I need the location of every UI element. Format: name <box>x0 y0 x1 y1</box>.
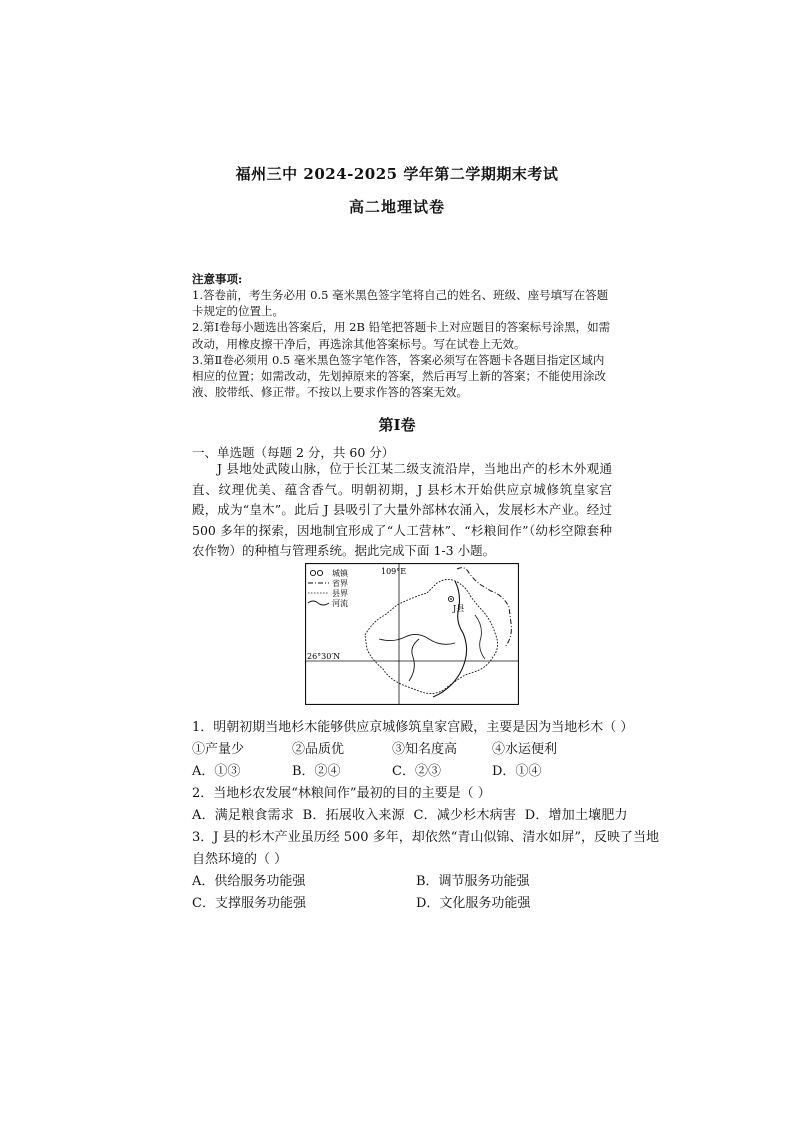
option-d: D．增加土壤肥力 <box>524 808 628 823</box>
notice-heading: 注意事项: <box>192 272 243 286</box>
question-2-stem: 2．当地杉农发展“林粮间作”最初的目的主要是（ ） <box>192 786 491 801</box>
option-a: A．供给服务功能强 <box>192 874 306 889</box>
question-3-options-row1 <box>192 870 632 889</box>
latitude-label: 26°30′N <box>307 652 341 661</box>
question-1-stem: 1．明朝初期当地杉木能够供应京城修筑皇家宫殿，主要是因为当地杉木（ ） <box>192 720 634 735</box>
legend-river: 河流 <box>332 599 348 608</box>
question-3-options-row2 <box>192 892 632 911</box>
question-2-options <box>192 804 632 823</box>
longitude-label: 109°E <box>381 567 407 576</box>
question-3-stem-line1: 3．J 县的杉木产业虽历经 500 多年，却依然“青山似锦、清水如屏”，反映了当地 <box>192 830 659 845</box>
option-c: C．支撑服务功能强 <box>192 896 306 911</box>
option-d: D．文化服务功能强 <box>416 896 531 911</box>
option-d: D．①④ <box>492 764 542 779</box>
notice-list <box>192 287 612 400</box>
question-1-statements <box>192 738 632 757</box>
statement: ②品质优 <box>292 742 345 757</box>
option-c: C．减少杉木病害 <box>413 808 517 823</box>
notice-item: 2.第Ⅰ卷每小题选出答案后，用 2B 铅笔把答题卡上对应题目的答案标号涂黑，如需改动，用橡皮擦干净后，再选涂其他答案标号。写在试卷上无效。 <box>192 320 611 351</box>
county-map <box>305 563 519 705</box>
exam-subtitle: 高二地理试卷 <box>348 198 445 216</box>
statement: ③知名度高 <box>392 742 458 757</box>
question-1-options <box>192 760 632 779</box>
section-title: 第Ⅰ卷 <box>378 416 416 434</box>
legend-province-border: 省界 <box>332 579 348 588</box>
option-a: A．①③ <box>192 764 241 779</box>
statement: ④水运便利 <box>492 742 558 757</box>
county-label: J县 <box>453 604 465 613</box>
notice-item: 3.第Ⅱ卷必须用 0.5 毫米黑色签字笔作答，答案必须写在答题卡各题目指定区域内相应的位置；如需改动，先划掉原来的答案，然后再写上新的答案；不能使用涂改液、胶带纸、修正带。不按以上要求作答的答案无效。 <box>192 352 606 400</box>
option-a: A．满足粮食需求 <box>192 808 294 823</box>
notice-item: 1.答卷前，考生务必用 0.5 毫米黑色签字笔将自己的姓名、班级、座号填写在答题卡规定的位置上。 <box>192 288 609 319</box>
option-b: B．调节服务功能强 <box>416 874 530 889</box>
option-b: B．②④ <box>292 764 341 779</box>
material-text: J 县地处武陵山脉，位于长江某二级支流沿岸，当地出产的杉木外观通直、纹理优美、蕴含香气。明朝初期，J 县杉木开始供应京城修筑皇家宫殿，成为“皇木”。此后 J 县吸引了大量外部林农涌入，发展杉木产业。经过 500 多年的探索，因地制宜形成了“人工营林”、“杉粮间作”（幼杉空隙套种农作物）的种植与管理系统。据此完成下面 1-3 小题。 <box>192 461 612 558</box>
option-c: C．②③ <box>392 764 441 779</box>
option-b: B．拓展收入来源 <box>302 808 405 823</box>
legend-county-border: 县界 <box>332 589 348 598</box>
exam-title: 福州三中 2024-2025 学年第二学期期末考试 <box>235 165 559 183</box>
legend-town: 城镇 <box>332 569 348 578</box>
part-heading: 一、单选题（每题 2 分，共 60 分） <box>192 445 395 460</box>
statement: ①产量少 <box>192 742 245 757</box>
question-3-stem-line2: 自然环境的（ ） <box>192 852 288 867</box>
